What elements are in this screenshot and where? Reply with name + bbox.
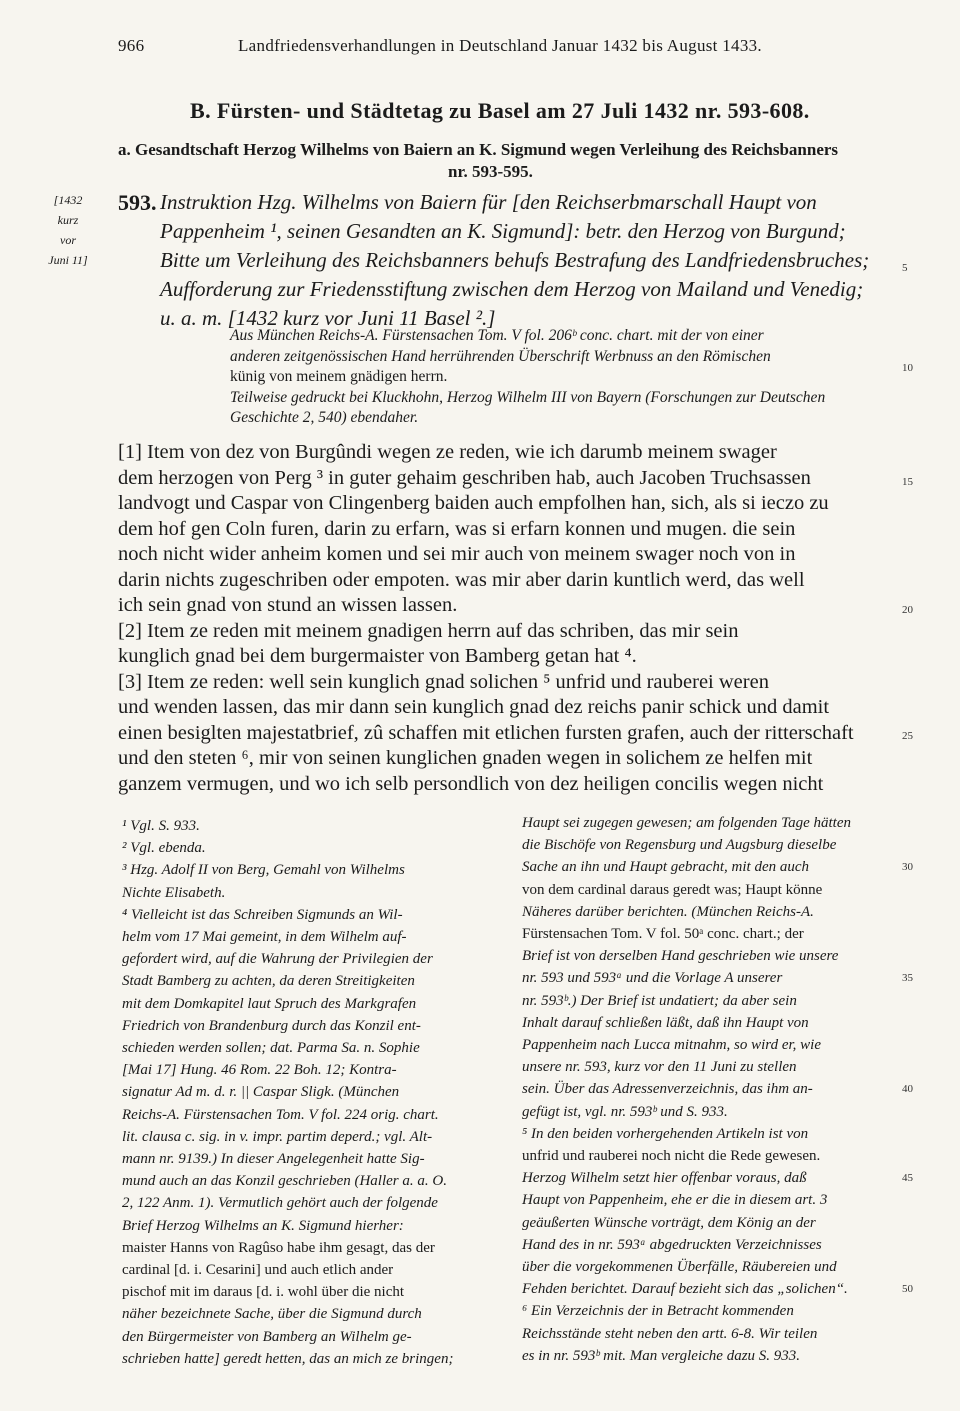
footnote-line: Fehden berichtet. Darauf bezieht sich das „solichen“. bbox=[522, 1281, 848, 1298]
running-title: Landfriedensverhandlungen in Deutschland Januar 1432 bis August 1433. bbox=[238, 36, 762, 55]
body-line: und den steten ⁶, mir von seinen kunglichen gnaden wegen in solichem ze helfen mit bbox=[118, 747, 813, 769]
footnotes-right bbox=[522, 812, 902, 1367]
footnote-line: Brief Herzog Wilhelms an K. Sigmund hierher: bbox=[122, 1217, 404, 1234]
body-line: landvogt und Caspar von Clingenberg baiden auch empfolhen han, sich, als si ieczo zu bbox=[118, 492, 829, 514]
section-a-heading: a. Gesandtschaft Herzog Wilhelms von Baiern an K. Sigmund wegen Verleihung des Reichsbanners bbox=[118, 140, 839, 159]
margin-date-line: vor bbox=[60, 233, 76, 247]
footnotes-left bbox=[122, 815, 502, 1370]
footnote-line: [Mai 17] Hung. 46 Rom. 22 Boh. 12; Kontra- bbox=[122, 1062, 397, 1079]
line-number: 50 bbox=[902, 1283, 913, 1295]
footnote-line: von dem cardinal daraus geredt was; Haupt könne bbox=[522, 881, 823, 898]
footnote-line: Haupt von Pappenheim, ehe er die in diesem art. 3 bbox=[522, 1192, 828, 1209]
footnote-line: die Bischöfe von Regensburg und Augsburg dieselbe bbox=[522, 837, 837, 854]
instruction-line: Aufforderung zur Friedensstiftung zwischen dem Herzog von Mailand und Venedig; bbox=[160, 277, 864, 301]
footnote-line: Stadt Bamberg zu achten, da deren Streitigkeiten bbox=[122, 973, 415, 990]
footnote-line: gefügt ist, vgl. nr. 593ᵇ und S. 933. bbox=[522, 1103, 728, 1120]
body-line: und wenden lassen, das mir dann sein kunglich gnad dez reichs panir schick und damit bbox=[118, 696, 830, 718]
body-line: [2] Item ze reden mit meinem gnadigen herrn auf das schriben, das mir sein bbox=[118, 619, 739, 642]
page-number: 966 bbox=[118, 36, 145, 55]
body-line: darin nichts zugeschriben oder empoten. was mir aber darin kuntlich werd, das well bbox=[118, 568, 805, 591]
footnote-line: geäußerten Wünsche vorträgt, dem König an der bbox=[522, 1214, 816, 1231]
footnote-line: den Bürgermeister von Bamberg an Wilhelm ge- bbox=[122, 1328, 412, 1345]
instruction-line: u. a. m. [1432 kurz vor Juni 11 Basel ².] bbox=[160, 306, 496, 330]
footnote-line: schrieben hatte] geredt hetten, das an mich ze bringen; bbox=[122, 1350, 454, 1367]
footnote-line: unfrid und rauberei noch nicht die Rede gewesen. bbox=[522, 1148, 821, 1165]
footnote-line: Näheres darüber berichten. (München Reichs-A. bbox=[522, 903, 814, 920]
section-a-heading-range: nr. 593-595. bbox=[448, 162, 533, 181]
margin-date-line: kurz bbox=[57, 213, 79, 227]
instruction-line: Instruktion Hzg. Wilhelms von Baiern für [den Reichserbmarschall Haupt von bbox=[160, 190, 817, 214]
margin-date bbox=[28, 190, 108, 270]
footnote-line: pischof mit im daraus [d. i. wohl über die nicht bbox=[122, 1284, 405, 1301]
source-line: Geschichte 2, 540) ebendaher. bbox=[230, 409, 419, 426]
footnote-line: nr. 593 und 593ᵃ und die Vorlage A unserer bbox=[522, 970, 783, 987]
footnote-line: über die vorgekommenen Überfälle, Räubereien und bbox=[522, 1259, 837, 1276]
footnote-line: ² Vgl. ebenda. bbox=[122, 840, 206, 857]
footnote-line: ⁶ Ein Verzeichnis der in Betracht kommenden bbox=[522, 1303, 794, 1320]
document-number: 593. bbox=[118, 190, 157, 215]
footnote-line: mit dem Domkapitel laut Spruch des Markgrafen bbox=[122, 995, 417, 1012]
footnote-line: ¹ Vgl. S. 933. bbox=[122, 818, 200, 834]
source-line: künig von meinem gnädigen herrn. bbox=[230, 368, 448, 385]
body-line: noch nicht wider anheim komen und sei mir auch von meinem swager noch von in bbox=[118, 543, 796, 565]
line-number: 30 bbox=[902, 861, 913, 873]
line-number: 35 bbox=[902, 972, 913, 984]
footnote-line: Reichs-A. Fürstensachen Tom. V fol. 224 orig. chart. bbox=[122, 1106, 439, 1123]
line-number: 45 bbox=[902, 1172, 913, 1184]
source-line: Teilweise gedruckt bei Kluckhohn, Herzog Wilhelm III von Bayern (Forschungen zur Deutschen bbox=[230, 388, 826, 406]
footnote-line: mund auch an das Konzil geschrieben (Haller a. a. O. bbox=[122, 1173, 447, 1190]
footnote-line: Sache an ihn und Haupt gebracht, mit den auch bbox=[522, 859, 810, 876]
footnote-line: Brief ist von derselben Hand geschrieben wie unsere bbox=[522, 948, 839, 965]
footnote-line: Fürstensachen Tom. V fol. 50ᵃ conc. chart.; der bbox=[522, 926, 804, 943]
footnote-line: Inhalt darauf schließen läßt, daß ihn Haupt von bbox=[522, 1014, 809, 1031]
footnote-line: mann nr. 9139.) In dieser Angelegenheit hatte Sig- bbox=[122, 1151, 425, 1168]
line-number: 15 bbox=[902, 476, 913, 488]
footnote-line: Herzog Wilhelm setzt hier offenbar voraus, daß bbox=[522, 1170, 807, 1187]
instruction-line: Pappenheim ¹, seinen Gesandten an K. Sigmund]: betr. den Herzog von Burgund; bbox=[160, 219, 846, 243]
footnote-line: ³ Hzg. Adolf II von Berg, Gemahl von Wilhelms bbox=[122, 862, 405, 879]
footnote-line: helm vom 17 Mai gemeint, in dem Wilhelm auf- bbox=[122, 929, 407, 946]
footnote-line: Nichte Elisabeth. bbox=[122, 884, 226, 901]
line-number: 25 bbox=[902, 730, 913, 742]
line-number: 20 bbox=[902, 604, 913, 616]
line-number: 5 bbox=[902, 262, 908, 274]
body-line: dem hof gen Coln furen, darin zu erfarn, was si erfarn konnen und mugen. die sein bbox=[118, 517, 796, 540]
margin-date-line: [1432 bbox=[53, 193, 83, 207]
section-b-heading: B. Fürsten- und Städtetag zu Basel am 27 Juli 1432 nr. 593-608. bbox=[190, 98, 810, 123]
body-line: einen besiglten majestatbrief, zû schaffen mit etlichen fursten grafen, auch der ritterschaft bbox=[118, 721, 854, 744]
body-line: kunglich gnad bei dem burgermaister von Bamberg getan hat ⁴. bbox=[118, 645, 637, 667]
body-line: dem herzogen von Perg ³ in guter gehaim geschriben hab, auch Jacoben Truchsassen bbox=[118, 466, 811, 489]
footnote-line: Haupt sei zugegen gewesen; am folgenden Tage hätten bbox=[522, 815, 851, 831]
footnote-line: es in nr. 593ᵇ mit. Man vergleiche dazu S. 933. bbox=[522, 1347, 801, 1364]
body-line: [3] Item ze reden: well sein kunglich gnad solichen ⁵ unfrid und rauberei weren bbox=[118, 670, 769, 693]
footnote-line: cardinal [d. i. Cesarini] und auch etlich ander bbox=[122, 1262, 394, 1279]
footnote-line: gefordert wird, auf die Wahrung der Privilegien der bbox=[122, 951, 433, 968]
source-note bbox=[230, 326, 910, 429]
footnote-line: sein. Über das Adressenverzeichnis, das ihm an- bbox=[522, 1081, 813, 1098]
footnote-line: näher bezeichnete Sache, über die Sigmund durch bbox=[122, 1306, 422, 1323]
footnote-line: ⁴ Vielleicht ist das Schreiben Sigmunds an Wil- bbox=[122, 906, 403, 923]
line-number: 40 bbox=[902, 1083, 913, 1095]
footnote-line: ⁵ In den beiden vorhergehenden Artikeln ist von bbox=[522, 1125, 809, 1142]
footnote-line: Friedrich von Brandenburg durch das Konzil ent- bbox=[122, 1017, 421, 1034]
body-line: ganzem vermugen, und wo ich selb persondlich von dez heiligen concilis wegen nicht bbox=[118, 772, 824, 795]
footnote-line: signatur Ad m. d. r. || Caspar Sligk. (München bbox=[122, 1084, 400, 1101]
body-text bbox=[118, 440, 900, 797]
body-line: [1] Item von dez von Burgûndi wegen ze reden, wie ich darumb meinem swager bbox=[118, 441, 777, 463]
footnote-line: schieden werden sollen; dat. Parma Sa. n. Sophie bbox=[122, 1040, 420, 1057]
body-line: ich sein gnad von stund an wissen lassen. bbox=[118, 594, 458, 616]
footnote-line: unsere nr. 593, kurz vor den 11 Juni zu stellen bbox=[522, 1059, 797, 1076]
footnote-line: 2, 122 Anm. 1). Vermutlich gehört auch der folgende bbox=[122, 1195, 438, 1212]
instruction-regest bbox=[160, 188, 905, 333]
instruction-line: Bitte um Verleihung des Reichsbanners behufs Bestrafung des Landfriedensbruches; bbox=[160, 248, 870, 272]
margin-date-line: Juni 11] bbox=[48, 253, 88, 267]
footnote-line: lit. clausa c. sig. in v. impr. partim deperd.; vgl. Alt- bbox=[122, 1128, 433, 1145]
footnote-line: Reichsstände steht neben den artt. 6-8. Wir teilen bbox=[522, 1325, 818, 1342]
source-line: anderen zeitgenössischen Hand herrührenden Überschrift Werbnuss an den Römischen bbox=[230, 347, 771, 365]
footnote-line: Hand des in nr. 593ᵃ abgedruckten Verzeichnisses bbox=[522, 1236, 822, 1253]
footnote-line: maister Hanns von Ragûso habe ihm gesagt, das der bbox=[122, 1239, 435, 1256]
source-line: Aus München Reichs-A. Fürstensachen Tom. V fol. 206ᵇ conc. chart. mit der von einer bbox=[230, 327, 764, 344]
footnote-line: nr. 593ᵇ.) Der Brief ist undatiert; da aber sein bbox=[522, 992, 797, 1009]
line-number: 10 bbox=[902, 362, 913, 374]
footnote-line: Pappenheim nach Lucca mitnahm, so wird er, wie bbox=[522, 1037, 821, 1054]
